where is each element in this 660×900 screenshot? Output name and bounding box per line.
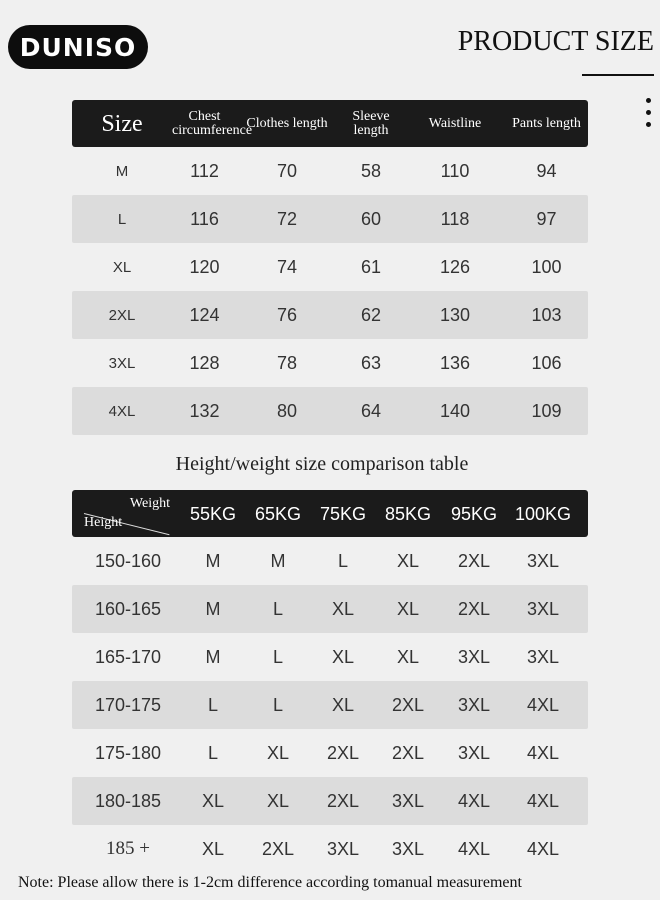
row-label: L [117,210,127,228]
row-label: 160-165 [94,598,162,619]
table-cell: 78 [276,352,298,373]
table-cell: 3XL [326,838,360,859]
header-pants-length: Pants length [512,115,581,131]
measurement-note: Note: Please allow there is 1-2cm difference according tomanual measurement [18,874,522,891]
table-cell: 4XL [526,790,560,811]
comparison-title: Height/weight size comparison table [175,453,469,475]
page-title: PRODUCT SIZE [457,26,654,57]
table-cell: 61 [360,256,382,277]
table-cell: 124 [189,304,220,325]
header-weight: 100KG [514,503,572,524]
table-cell: 2XL [391,694,425,715]
table-row [72,387,588,435]
table-row [72,681,588,729]
comparison-table-header [72,490,588,537]
row-label: 185 + [106,838,150,859]
table-cell: 4XL [526,694,560,715]
row-label: 175-180 [94,742,162,763]
header-chest: Chest circumference [172,108,253,138]
brand-logo: DUNISO [8,25,148,69]
table-cell: 4XL [526,742,560,763]
table-cell: M [205,550,221,571]
row-label: 165-170 [94,646,162,667]
table-cell: 130 [439,304,471,325]
more-options-icon[interactable] [645,98,653,132]
table-cell: 118 [440,208,470,229]
table-row [72,243,588,291]
header-weight: 85KG [384,503,432,524]
table-cell: M [205,646,221,667]
table-cell: 116 [190,208,219,229]
table-cell: 80 [276,400,298,421]
table-row [72,147,588,195]
table-cell: XL [266,790,290,811]
table-cell: XL [331,646,355,667]
header-weight: 65KG [254,503,302,524]
row-label: 180-185 [94,790,162,811]
table-cell: L [207,694,218,715]
table-cell: 60 [360,208,382,229]
table-cell: 140 [439,400,471,421]
table-cell: 74 [276,256,298,277]
header-clothes-length: Clothes length [246,115,328,131]
table-cell: 100 [531,256,562,277]
table-row [72,825,588,873]
table-cell: 2XL [261,838,295,859]
table-cell: L [272,694,283,715]
header-weight: 55KG [189,503,237,524]
table-row [72,291,588,339]
size-table-header [72,100,588,147]
table-cell: 136 [439,352,471,373]
header-corner [72,490,184,537]
table-cell: M [270,550,286,571]
table-row [72,339,588,387]
table-cell: 110 [440,160,470,181]
table-cell: 3XL [457,742,491,763]
comparison-table [72,490,588,873]
table-cell: XL [266,742,290,763]
header-weight: 75KG [319,503,367,524]
table-cell: 63 [360,352,382,373]
header-size: Size [101,110,143,137]
row-label: 2XL [108,306,136,324]
table-cell: M [205,598,221,619]
table-cell: 3XL [391,790,425,811]
table-cell: 2XL [326,790,360,811]
table-cell: 120 [189,256,220,277]
table-cell: 2XL [457,550,491,571]
table-cell: 128 [189,352,220,373]
row-label: 3XL [108,354,136,372]
table-row [72,729,588,777]
table-cell: XL [396,646,420,667]
table-cell: 4XL [457,790,491,811]
table-cell: XL [331,694,355,715]
row-label: 4XL [108,402,136,420]
table-cell: 3XL [457,646,491,667]
header-weight: 95KG [450,503,498,524]
table-cell: L [207,742,218,763]
table-cell: 64 [360,400,382,421]
table-cell: 3XL [391,838,425,859]
table-cell: 76 [276,304,298,325]
row-label: M [115,162,129,180]
size-table [72,100,588,435]
row-label: 170-175 [94,694,162,715]
table-cell: 58 [360,160,382,181]
table-cell: 3XL [526,646,560,667]
header-sleeve-length: Sleeve length [352,108,390,138]
table-cell: 94 [536,160,557,181]
table-cell: 72 [276,208,298,229]
table-cell: 70 [276,160,298,181]
table-row [72,195,588,243]
table-cell: 103 [531,304,562,325]
table-cell: XL [396,598,420,619]
corner-weight-label: Weight [129,496,170,511]
table-cell: XL [331,598,355,619]
table-cell: 62 [360,304,382,325]
table-cell: 126 [439,256,471,277]
table-cell: 3XL [526,550,560,571]
table-cell: L [272,646,283,667]
corner-height-label: Height [84,515,123,530]
table-row [72,585,588,633]
table-row [72,537,588,585]
table-cell: 112 [190,160,219,181]
table-row [72,633,588,681]
table-cell: 2XL [457,598,491,619]
table-cell: 3XL [457,694,491,715]
table-cell: 106 [531,352,562,373]
table-cell: XL [396,550,420,571]
table-cell: 3XL [526,598,560,619]
table-cell: XL [201,838,225,859]
table-cell: L [272,598,283,619]
table-cell: 4XL [457,838,491,859]
title-underline [582,74,654,76]
table-cell: L [337,550,348,571]
table-cell: 109 [531,400,562,421]
table-cell: 4XL [526,838,560,859]
row-label: XL [112,258,132,276]
table-cell: 132 [189,400,220,421]
table-cell: 2XL [326,742,360,763]
table-cell: 97 [536,208,557,229]
table-cell: 2XL [391,742,425,763]
row-label: 150-160 [94,550,162,571]
header-waistline: Waistline [428,115,482,131]
table-row [72,777,588,825]
table-cell: XL [201,790,225,811]
